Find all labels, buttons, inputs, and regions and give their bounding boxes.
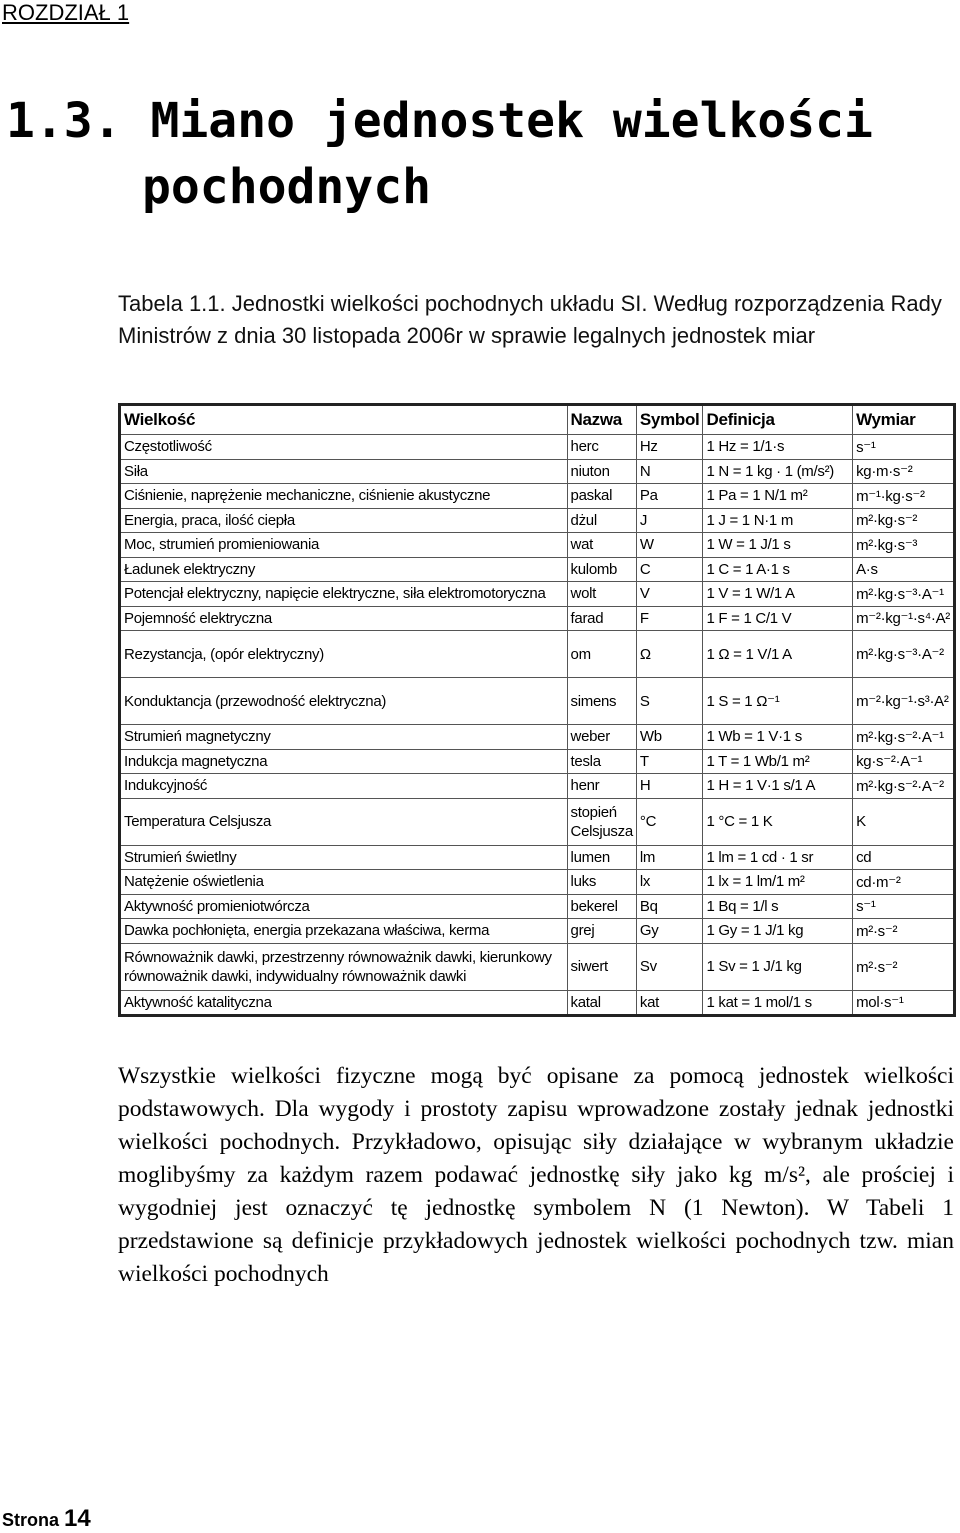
cell-definition: 1 J = 1 N·1 m <box>703 508 853 533</box>
cell-symbol: J <box>636 508 703 533</box>
cell-dimension: m²·kg·s⁻³·A⁻² <box>853 631 955 678</box>
cell-quantity: Ładunek elektryczny <box>120 557 568 582</box>
cell-name: herc <box>567 435 636 460</box>
cell-definition: 1 T = 1 Wb/1 m² <box>703 749 853 774</box>
table-row <box>120 606 955 631</box>
header-name: Nazwa <box>567 405 636 435</box>
cell-symbol: C <box>636 557 703 582</box>
cell-dimension: cd <box>853 845 955 870</box>
cell-symbol: lm <box>636 845 703 870</box>
table-row <box>120 798 955 845</box>
cell-quantity: Strumień świetlny <box>120 845 568 870</box>
cell-symbol: S <box>636 678 703 725</box>
cell-quantity: Aktywność katalityczna <box>120 990 568 1016</box>
section-title <box>6 88 873 220</box>
cell-symbol: F <box>636 606 703 631</box>
page-footer <box>2 1505 91 1533</box>
table-row <box>120 943 955 990</box>
cell-name: dżul <box>567 508 636 533</box>
cell-name: tesla <box>567 749 636 774</box>
cell-definition: 1 °C = 1 K <box>703 798 853 845</box>
cell-quantity: Dawka pochłonięta, energia przekazana właściwa, kerma <box>120 919 568 944</box>
cell-symbol: kat <box>636 990 703 1016</box>
cell-quantity: Moc, strumień promieniowania <box>120 533 568 558</box>
si-units-table <box>118 403 956 1017</box>
cell-symbol: Bq <box>636 894 703 919</box>
cell-name: weber <box>567 725 636 750</box>
cell-dimension: A·s <box>853 557 955 582</box>
cell-name: kulomb <box>567 557 636 582</box>
cell-dimension: m²·kg·s⁻³·A⁻¹ <box>853 582 955 607</box>
cell-dimension: m²·kg·s⁻² <box>853 508 955 533</box>
cell-name: farad <box>567 606 636 631</box>
cell-definition: 1 W = 1 J/1 s <box>703 533 853 558</box>
cell-definition: 1 N = 1 kg · 1 (m/s²) <box>703 459 853 484</box>
header-symbol: Symbol <box>636 405 703 435</box>
section-title-line2: pochodnych <box>142 159 431 215</box>
table-row <box>120 894 955 919</box>
cell-quantity: Indukcja magnetyczna <box>120 749 568 774</box>
cell-definition: 1 S = 1 Ω⁻¹ <box>703 678 853 725</box>
table-row <box>120 533 955 558</box>
cell-symbol: Pa <box>636 484 703 509</box>
table-row <box>120 435 955 460</box>
cell-symbol: Gy <box>636 919 703 944</box>
section-title-line1: 1.3. Miano jednostek wielkości <box>6 93 873 149</box>
cell-dimension: m⁻²·kg⁻¹·s⁴·A² <box>853 606 955 631</box>
table-row <box>120 582 955 607</box>
cell-definition: 1 Wb = 1 V·1 s <box>703 725 853 750</box>
table-row <box>120 557 955 582</box>
cell-dimension: kg·m·s⁻² <box>853 459 955 484</box>
cell-name: lumen <box>567 845 636 870</box>
cell-symbol: H <box>636 774 703 799</box>
cell-dimension: m²·kg·s⁻²·A⁻¹ <box>853 725 955 750</box>
table-header-row <box>120 405 955 435</box>
cell-symbol: Sv <box>636 943 703 990</box>
cell-definition: 1 F = 1 C/1 V <box>703 606 853 631</box>
cell-name: paskal <box>567 484 636 509</box>
cell-dimension: K <box>853 798 955 845</box>
cell-name: simens <box>567 678 636 725</box>
cell-definition: 1 lm = 1 cd · 1 sr <box>703 845 853 870</box>
cell-dimension: m⁻¹·kg·s⁻² <box>853 484 955 509</box>
cell-quantity: Natężenie oświetlenia <box>120 870 568 895</box>
cell-symbol: Wb <box>636 725 703 750</box>
cell-quantity: Energia, praca, ilość ciepła <box>120 508 568 533</box>
table-row <box>120 919 955 944</box>
cell-quantity: Ciśnienie, naprężenie mechaniczne, ciśnienie akustyczne <box>120 484 568 509</box>
cell-dimension: cd·m⁻² <box>853 870 955 895</box>
cell-quantity: Częstotliwość <box>120 435 568 460</box>
cell-quantity: Siła <box>120 459 568 484</box>
table-row <box>120 508 955 533</box>
cell-quantity: Rezystancja, (opór elektryczny) <box>120 631 568 678</box>
cell-symbol: T <box>636 749 703 774</box>
body-paragraph: Wszystkie wielkości fizyczne mogą być opisane za pomocą jednostek wielkości podstawowych. Dla wygody i prostoty zapisu wprowadzone zostały jednak jednostki wielkości pochodnych. Przykładowo, opisując siły działające w wybranym układzie moglibyśmy za każdym razem podawać jednostkę siły jako kg m/s², ale prościej i wygodniej jest oznaczyć tę jednostkę symbolem N (1 Newton). W Tabeli 1 przedstawione są definicje przykładowych jednostek wielkości pochodnych tzw. mian wielkości pochodnych <box>118 1063 954 1287</box>
cell-definition: 1 kat = 1 mol/1 s <box>703 990 853 1016</box>
table-row <box>120 631 955 678</box>
cell-quantity: Strumień magnetyczny <box>120 725 568 750</box>
cell-name: stopień Celsjusza <box>567 798 636 845</box>
cell-symbol: Ω <box>636 631 703 678</box>
cell-symbol: lx <box>636 870 703 895</box>
cell-definition: 1 V = 1 W/1 A <box>703 582 853 607</box>
cell-name: niuton <box>567 459 636 484</box>
cell-definition: 1 lx = 1 lm/1 m² <box>703 870 853 895</box>
cell-dimension: m²·s⁻² <box>853 943 955 990</box>
cell-definition: 1 H = 1 V·1 s/1 A <box>703 774 853 799</box>
cell-quantity: Aktywność promieniotwórcza <box>120 894 568 919</box>
cell-definition: 1 Sv = 1 J/1 kg <box>703 943 853 990</box>
table-row <box>120 459 955 484</box>
cell-dimension: s⁻¹ <box>853 435 955 460</box>
table-body <box>120 435 955 1016</box>
cell-symbol: W <box>636 533 703 558</box>
cell-definition: 1 Pa = 1 N/1 m² <box>703 484 853 509</box>
cell-name: grej <box>567 919 636 944</box>
cell-dimension: mol·s⁻¹ <box>853 990 955 1016</box>
cell-definition: 1 Ω = 1 V/1 A <box>703 631 853 678</box>
cell-name: wat <box>567 533 636 558</box>
header-definition: Definicja <box>703 405 853 435</box>
cell-dimension: m⁻²·kg⁻¹·s³·A² <box>853 678 955 725</box>
cell-name: henr <box>567 774 636 799</box>
header-dimension: Wymiar <box>853 405 955 435</box>
cell-symbol: °C <box>636 798 703 845</box>
cell-name: wolt <box>567 582 636 607</box>
table-row <box>120 990 955 1016</box>
cell-dimension: m²·kg·s⁻²·A⁻² <box>853 774 955 799</box>
table-caption: Tabela 1.1. Jednostki wielkości pochodnych układu SI. Według rozporządzenia Rady Ministrów z dnia 30 listopada 2006r w sprawie legalnych jednostek miar <box>118 291 942 348</box>
table-row <box>120 484 955 509</box>
cell-quantity: Konduktancja (przewodność elektryczna) <box>120 678 568 725</box>
table-row <box>120 725 955 750</box>
cell-symbol: Hz <box>636 435 703 460</box>
table-row <box>120 749 955 774</box>
table-row <box>120 870 955 895</box>
cell-definition: 1 Hz = 1/1·s <box>703 435 853 460</box>
chapter-header: ROZDZIAŁ 1 <box>2 0 130 25</box>
cell-dimension: s⁻¹ <box>853 894 955 919</box>
table-row <box>120 774 955 799</box>
cell-dimension: m²·s⁻² <box>853 919 955 944</box>
table-row <box>120 678 955 725</box>
cell-name: bekerel <box>567 894 636 919</box>
table-row <box>120 845 955 870</box>
cell-symbol: N <box>636 459 703 484</box>
cell-quantity: Indukcyjność <box>120 774 568 799</box>
cell-definition: 1 Gy = 1 J/1 kg <box>703 919 853 944</box>
page-number: 14 <box>64 1505 91 1532</box>
cell-symbol: V <box>636 582 703 607</box>
cell-definition: 1 C = 1 A·1 s <box>703 557 853 582</box>
cell-definition: 1 Bq = 1/l s <box>703 894 853 919</box>
cell-name: luks <box>567 870 636 895</box>
header-quantity: Wielkość <box>120 405 568 435</box>
cell-name: katal <box>567 990 636 1016</box>
cell-name: siwert <box>567 943 636 990</box>
cell-quantity: Temperatura Celsjusza <box>120 798 568 845</box>
cell-dimension: m²·kg·s⁻³ <box>853 533 955 558</box>
cell-quantity: Równoważnik dawki, przestrzenny równoważnik dawki, kierunkowy równoważnik dawki, indywidualny równoważnik dawki <box>120 943 568 990</box>
cell-name: om <box>567 631 636 678</box>
footer-label: Strona <box>2 1510 60 1530</box>
cell-dimension: kg·s⁻²·A⁻¹ <box>853 749 955 774</box>
cell-quantity: Pojemność elektryczna <box>120 606 568 631</box>
cell-quantity: Potencjał elektryczny, napięcie elektryczne, siła elektromotoryczna <box>120 582 568 607</box>
